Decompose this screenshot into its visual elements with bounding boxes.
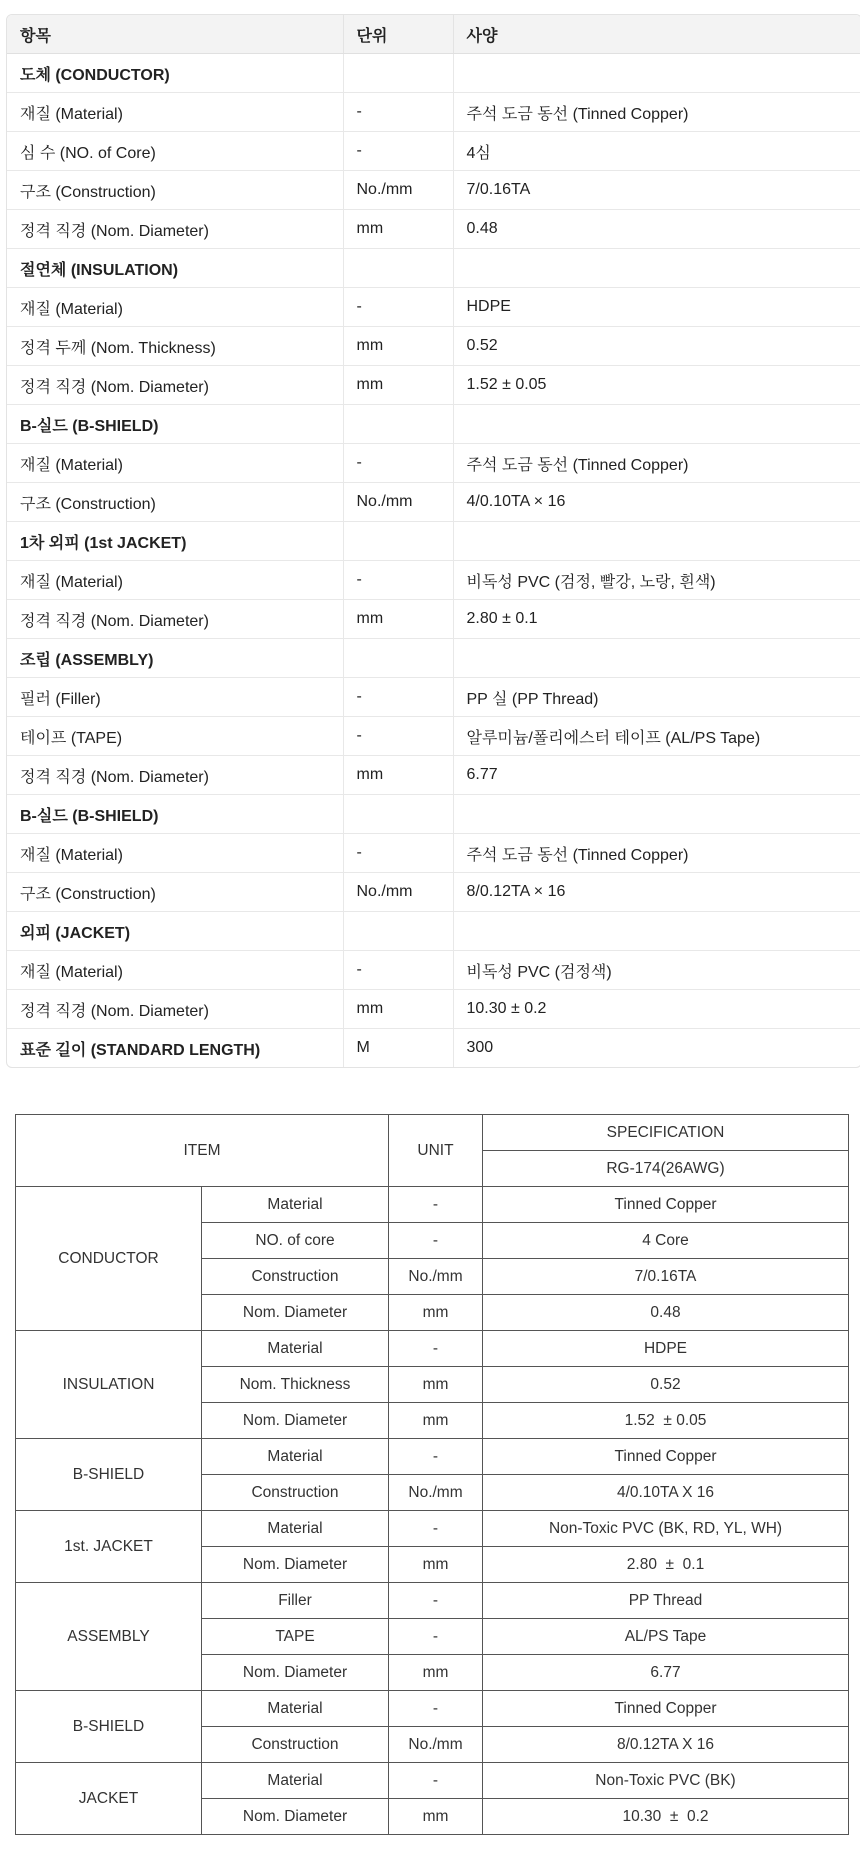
item-cell: 절연체 (INSULATION) xyxy=(7,249,343,288)
spec-cell: Non-Toxic PVC (BK) xyxy=(483,1763,849,1799)
item-cell: 재질 (Material) xyxy=(7,93,343,132)
spec-cell: 2.80 ± 0.1 xyxy=(453,600,860,639)
item-cell: 재질 (Material) xyxy=(7,951,343,990)
table-header-row xyxy=(16,1115,849,1151)
item-cell: 구조 (Construction) xyxy=(7,873,343,912)
unit-cell xyxy=(343,912,453,951)
group-cell: ASSEMBLY xyxy=(16,1583,202,1691)
table-row xyxy=(16,1511,849,1547)
unit-cell: mm xyxy=(343,756,453,795)
unit-cell: - xyxy=(343,834,453,873)
table-row xyxy=(7,366,860,405)
item-cell: Nom. Diameter xyxy=(202,1547,389,1583)
unit-cell: No./mm xyxy=(343,171,453,210)
item-cell: B-실드 (B-SHIELD) xyxy=(7,795,343,834)
unit-cell: mm xyxy=(389,1547,483,1583)
spec-cell: 4심 xyxy=(453,132,860,171)
item-cell: 재질 (Material) xyxy=(7,834,343,873)
spec-cell xyxy=(453,795,860,834)
unit-cell: No./mm xyxy=(343,483,453,522)
header-item: 항목 xyxy=(7,15,343,54)
spec-cell: 10.30 ± 0.2 xyxy=(453,990,860,1029)
item-cell: 구조 (Construction) xyxy=(7,171,343,210)
spec-cell: HDPE xyxy=(453,288,860,327)
item-cell: Material xyxy=(202,1439,389,1475)
section-row xyxy=(7,405,860,444)
spec-cell: 0.52 xyxy=(483,1367,849,1403)
table-row xyxy=(7,873,860,912)
unit-cell: No./mm xyxy=(389,1727,483,1763)
unit-cell xyxy=(343,54,453,93)
item-cell: 재질 (Material) xyxy=(7,288,343,327)
table-row xyxy=(7,210,860,249)
header-model: RG-174(26AWG) xyxy=(483,1151,849,1187)
spec-cell: 4/0.10TA × 16 xyxy=(453,483,860,522)
table-row xyxy=(7,834,860,873)
section-row xyxy=(7,249,860,288)
spec-cell: 7/0.16TA xyxy=(453,171,860,210)
spec-cell: 알루미늄/폴리에스터 테이프 (AL/PS Tape) xyxy=(453,717,860,756)
item-cell: Material xyxy=(202,1511,389,1547)
group-cell: B-SHIELD xyxy=(16,1691,202,1763)
item-cell: Construction xyxy=(202,1727,389,1763)
item-cell: 조립 (ASSEMBLY) xyxy=(7,639,343,678)
item-cell: 필러 (Filler) xyxy=(7,678,343,717)
section-row xyxy=(7,1029,860,1068)
unit-cell: - xyxy=(389,1763,483,1799)
unit-cell xyxy=(343,639,453,678)
unit-cell xyxy=(343,522,453,561)
table-row xyxy=(16,1187,849,1223)
spec-cell: 비독성 PVC (검정색) xyxy=(453,951,860,990)
spec-cell: 1.52 ± 0.05 xyxy=(483,1403,849,1439)
header-unit: UNIT xyxy=(389,1115,483,1187)
spec-cell: PP Thread xyxy=(483,1583,849,1619)
spec-cell: Tinned Copper xyxy=(483,1691,849,1727)
unit-cell: mm xyxy=(343,210,453,249)
item-cell: Nom. Thickness xyxy=(202,1367,389,1403)
spec-cell xyxy=(453,405,860,444)
section-row xyxy=(7,639,860,678)
spec-cell: Tinned Copper xyxy=(483,1187,849,1223)
item-cell: 표준 길이 (STANDARD LENGTH) xyxy=(7,1029,343,1068)
spec-cell: 0.52 xyxy=(453,327,860,366)
group-cell: INSULATION xyxy=(16,1331,202,1439)
spec-cell: 10.30 ± 0.2 xyxy=(483,1799,849,1835)
spec-cell: 6.77 xyxy=(483,1655,849,1691)
table-row xyxy=(7,288,860,327)
table-row xyxy=(7,600,860,639)
unit-cell: - xyxy=(343,93,453,132)
unit-cell: - xyxy=(343,717,453,756)
item-cell: 정격 직경 (Nom. Diameter) xyxy=(7,756,343,795)
spec-cell: Tinned Copper xyxy=(483,1439,849,1475)
spec-cell: 주석 도금 동선 (Tinned Copper) xyxy=(453,834,860,873)
unit-cell: mm xyxy=(389,1367,483,1403)
item-cell: 1차 외피 (1st JACKET) xyxy=(7,522,343,561)
spec-cell xyxy=(453,249,860,288)
item-cell: B-실드 (B-SHIELD) xyxy=(7,405,343,444)
item-cell: 재질 (Material) xyxy=(7,444,343,483)
spec-cell: 7/0.16TA xyxy=(483,1259,849,1295)
unit-cell: - xyxy=(389,1187,483,1223)
unit-cell: - xyxy=(389,1511,483,1547)
item-cell: 재질 (Material) xyxy=(7,561,343,600)
unit-cell: mm xyxy=(389,1655,483,1691)
item-cell: Material xyxy=(202,1331,389,1367)
unit-cell: mm xyxy=(389,1295,483,1331)
spec-cell xyxy=(453,912,860,951)
group-cell: CONDUCTOR xyxy=(16,1187,202,1331)
table-row xyxy=(7,444,860,483)
item-cell: Construction xyxy=(202,1475,389,1511)
unit-cell: mm xyxy=(343,366,453,405)
section-row xyxy=(7,522,860,561)
item-cell: Nom. Diameter xyxy=(202,1403,389,1439)
table-row xyxy=(7,717,860,756)
spec-cell: AL/PS Tape xyxy=(483,1619,849,1655)
unit-cell: M xyxy=(343,1029,453,1068)
spec-table-korean xyxy=(6,14,860,1068)
unit-cell: mm xyxy=(343,600,453,639)
table-row xyxy=(7,561,860,600)
header-item: ITEM xyxy=(16,1115,389,1187)
unit-cell xyxy=(343,249,453,288)
table-row xyxy=(7,678,860,717)
group-cell: 1st. JACKET xyxy=(16,1511,202,1583)
spec-cell: 1.52 ± 0.05 xyxy=(453,366,860,405)
item-cell: Material xyxy=(202,1763,389,1799)
unit-cell: - xyxy=(389,1583,483,1619)
spec-cell: 2.80 ± 0.1 xyxy=(483,1547,849,1583)
spec-cell: 0.48 xyxy=(483,1295,849,1331)
spec-cell: 300 xyxy=(466,1039,494,1056)
header-spec: 사양 xyxy=(453,15,860,54)
unit-cell: mm xyxy=(343,990,453,1029)
unit-cell: No./mm xyxy=(389,1259,483,1295)
item-cell: 테이프 (TAPE) xyxy=(7,717,343,756)
unit-cell: - xyxy=(389,1223,483,1259)
unit-cell xyxy=(343,795,453,834)
group-cell: JACKET xyxy=(16,1763,202,1835)
spec-cell: 0.48 xyxy=(453,210,860,249)
item-cell: 도체 (CONDUCTOR) xyxy=(7,54,343,93)
section-row xyxy=(7,54,860,93)
unit-cell: - xyxy=(343,444,453,483)
unit-cell: - xyxy=(389,1691,483,1727)
unit-cell: mm xyxy=(389,1403,483,1439)
unit-cell: - xyxy=(343,951,453,990)
spec-table-english xyxy=(15,1114,849,1835)
unit-cell: - xyxy=(343,288,453,327)
spec-cell: 4 Core xyxy=(483,1223,849,1259)
item-cell: Material xyxy=(202,1691,389,1727)
spec-cell: 비독성 PVC (검정, 빨강, 노랑, 흰색) xyxy=(453,561,860,600)
item-cell: Material xyxy=(202,1187,389,1223)
table-row xyxy=(7,483,860,522)
item-cell: 정격 직경 (Nom. Diameter) xyxy=(7,210,343,249)
spec-cell: Non-Toxic PVC (BK, RD, YL, WH) xyxy=(483,1511,849,1547)
table-row xyxy=(16,1583,849,1619)
item-cell: 정격 직경 (Nom. Diameter) xyxy=(7,366,343,405)
spec-cell xyxy=(453,639,860,678)
unit-cell: - xyxy=(389,1331,483,1367)
unit-cell: - xyxy=(389,1439,483,1475)
table-row xyxy=(7,951,860,990)
item-cell: 심 수 (NO. of Core) xyxy=(7,132,343,171)
item-cell: Nom. Diameter xyxy=(202,1295,389,1331)
unit-cell: No./mm xyxy=(389,1475,483,1511)
spec-cell: 주석 도금 동선 (Tinned Copper) xyxy=(453,444,860,483)
spec-cell: HDPE xyxy=(483,1331,849,1367)
item-cell: Nom. Diameter xyxy=(202,1799,389,1835)
unit-cell: No./mm xyxy=(343,873,453,912)
table-row xyxy=(7,327,860,366)
table-header-row xyxy=(7,15,860,54)
unit-cell: - xyxy=(343,561,453,600)
header-specification: SPECIFICATION xyxy=(483,1115,849,1151)
item-cell: TAPE xyxy=(202,1619,389,1655)
table-row xyxy=(7,756,860,795)
unit-cell: mm xyxy=(343,327,453,366)
table-row xyxy=(16,1691,849,1727)
table-row xyxy=(16,1763,849,1799)
item-cell: Construction xyxy=(202,1259,389,1295)
spec-cell: PP 실 (PP Thread) xyxy=(453,678,860,717)
item-cell: 구조 (Construction) xyxy=(7,483,343,522)
item-cell: NO. of core xyxy=(202,1223,389,1259)
spec-cell: 8/0.12TA X 16 xyxy=(483,1727,849,1763)
unit-cell xyxy=(343,405,453,444)
table-row xyxy=(7,990,860,1029)
spec-table-korean-grid xyxy=(7,15,860,1067)
unit-cell: - xyxy=(343,132,453,171)
section-row xyxy=(7,912,860,951)
unit-cell: - xyxy=(389,1619,483,1655)
spec-cell: 주석 도금 동선 (Tinned Copper) xyxy=(453,93,860,132)
spec-cell: 8/0.12TA × 16 xyxy=(453,873,860,912)
table-row xyxy=(7,132,860,171)
unit-cell: mm xyxy=(389,1799,483,1835)
spec-cell xyxy=(453,522,860,561)
table-row xyxy=(7,171,860,210)
item-cell: Nom. Diameter xyxy=(202,1655,389,1691)
item-cell: 정격 직경 (Nom. Diameter) xyxy=(7,600,343,639)
section-row xyxy=(7,795,860,834)
header-unit: 단위 xyxy=(343,15,453,54)
table-row xyxy=(16,1331,849,1367)
spec-cell xyxy=(453,54,860,93)
table-row xyxy=(7,93,860,132)
spec-cell: 4/0.10TA X 16 xyxy=(483,1475,849,1511)
item-cell: 정격 두께 (Nom. Thickness) xyxy=(7,327,343,366)
spec-cell: 6.77 xyxy=(453,756,860,795)
item-cell: 정격 직경 (Nom. Diameter) xyxy=(7,990,343,1029)
item-cell: 외피 (JACKET) xyxy=(7,912,343,951)
item-cell: Filler xyxy=(202,1583,389,1619)
unit-cell: - xyxy=(343,678,453,717)
table-row xyxy=(16,1439,849,1475)
group-cell: B-SHIELD xyxy=(16,1439,202,1511)
